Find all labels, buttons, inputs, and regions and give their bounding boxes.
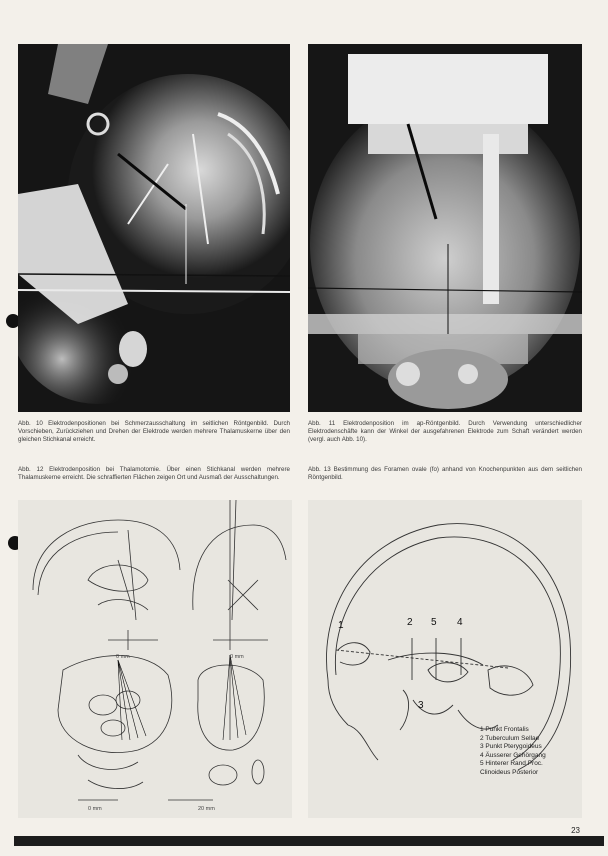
caption-abb13: Abb. 13 Bestimmung des Foramen ovale (fo) anhand von Knochenpunkten aus dem seitlichen Röntgenbild. <box>308 466 582 481</box>
legend-item: 4 Äusserer Gehörgang <box>480 751 546 759</box>
point-label-3: 3 <box>418 700 424 711</box>
legend-item: 2 Tuberculum Sellae <box>480 734 540 742</box>
page-number: 23 <box>571 826 580 835</box>
caption-abb10: Abb. 10 Elektrodenpositionen bei Schmerzausschaltung im seitlichen Röntgenbild. Durch Vorschieben, Zurückziehen und Drehen der Elektrode werden mehrere Thalamuskerne über den gleichen Stichkanal erreicht. <box>18 420 290 443</box>
scale-label-bottom-right: 20 mm <box>198 806 215 812</box>
legend-item: 5 Hinterer Rand Proc. <box>480 760 543 767</box>
point-label-2: 2 <box>407 617 413 628</box>
legend-item: 3 Punkt Pterygoideus <box>480 743 542 750</box>
xray-ap-image <box>308 44 582 412</box>
caption-abb12: Abb. 12 Elektrodenposition bei Thalamotomie. Über einen Stichkanal werden mehrere Thalamuskerne erreicht. Die schraffierten Flächen zeigen Ort und Ausmaß der Ausschaltungen. <box>18 466 290 481</box>
skull-legend <box>480 726 546 777</box>
caption-abb11: Abb. 11 Elektrodenposition im ap-Röntgenbild. Durch Verwendung unterschiedlicher Elektrodenschäfte kann der Winkel der ausgefahrenen Elektrode zum Schaft verändert werden (vergl. auch Abb. 10). <box>308 420 582 443</box>
xray-lateral-image <box>18 44 290 412</box>
xray-lateral-figure <box>18 44 290 412</box>
point-label-5: 5 <box>431 617 437 628</box>
legend-item: 1 Punkt Frontalis <box>480 726 529 733</box>
scale-label-top-right: 0 mm <box>230 654 244 660</box>
thalamotomy-drawing <box>18 500 292 818</box>
footer-bar <box>14 836 604 846</box>
point-label-4: 4 <box>457 617 463 628</box>
xray-ap-figure <box>308 44 582 412</box>
point-label-1: 1 <box>338 620 344 631</box>
legend-item: Clinoideus Posterior <box>480 768 539 776</box>
scale-label-top-left: 0 mm <box>116 654 130 660</box>
scale-label-bottom-left: 0 mm <box>88 806 102 812</box>
skull-foramen-ovale-drawing <box>308 500 582 818</box>
